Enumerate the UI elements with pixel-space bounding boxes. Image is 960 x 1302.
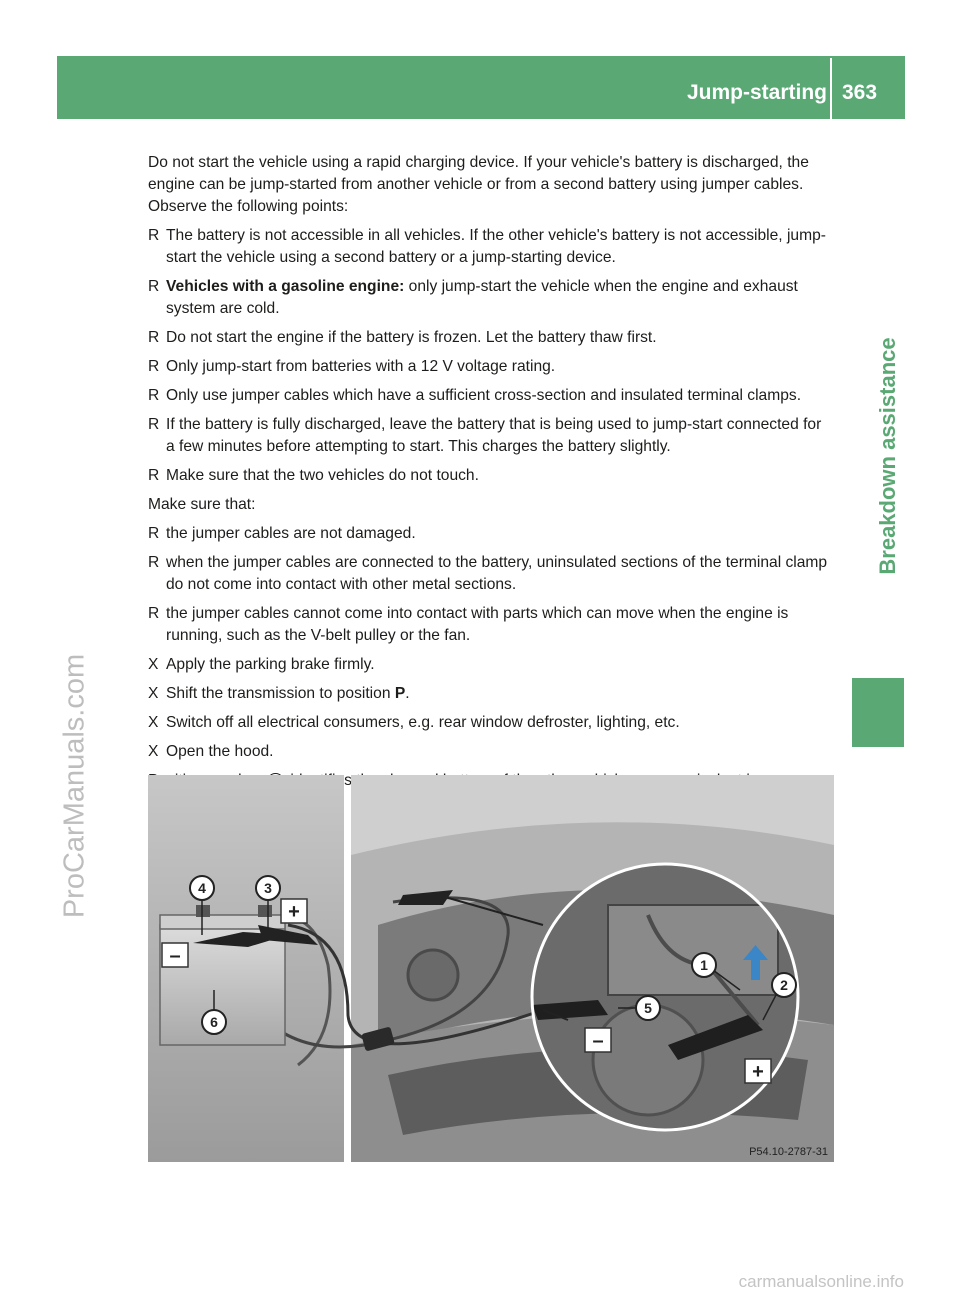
bullet-icon: R <box>148 227 160 244</box>
negative-terminal <box>196 905 210 917</box>
svg-text:–: – <box>169 945 181 967</box>
list-item: R Do not start the engine if the battery is frozen. Let the battery thaw first. <box>148 327 834 349</box>
list-item: R Only jump-start from batteries with a 12 V voltage rating. <box>148 356 834 378</box>
svg-text:6: 6 <box>210 1014 218 1030</box>
bullet-icon: R <box>148 329 160 346</box>
body-text <box>148 152 834 821</box>
step-arrow-icon: X <box>148 714 159 731</box>
svg-text:3: 3 <box>264 880 272 896</box>
bullet-icon: R <box>148 358 160 375</box>
page-number: 363 <box>842 81 878 104</box>
step-arrow-icon: X <box>148 743 159 760</box>
svg-text:–: – <box>592 1030 604 1052</box>
bullet-icon: R <box>148 525 160 542</box>
list-item: R the jumper cables are not damaged. <box>148 523 834 545</box>
bullet-icon: R <box>148 467 160 484</box>
strut-tower <box>593 1005 703 1115</box>
svg-text:+: + <box>288 901 300 923</box>
list-item: R when the jumper cables are connected to the battery, uninsulated sections of the terminal clamp do not come into contact with other metal sections. <box>148 554 828 593</box>
svg-text:5: 5 <box>644 1000 652 1016</box>
list-item: R Vehicles with a gasoline engine: only jump-start the vehicle when the engine and exhaust system are cold. <box>148 278 798 317</box>
list-item: R the jumper cables cannot come into contact with parts which can move when the engine is running, such as the V-belt pulley or the fan. <box>148 605 789 644</box>
step-arrow-icon: X <box>148 685 159 702</box>
svg-text:+: + <box>752 1061 764 1083</box>
header-divider <box>830 58 832 119</box>
svg-text:4: 4 <box>198 880 206 896</box>
instruction-step: X Switch off all electrical consumers, e.g. rear window defroster, lighting, etc. <box>148 712 834 734</box>
svg-text:2: 2 <box>780 977 788 993</box>
chapter-tab-marker <box>852 678 904 747</box>
jump-start-illustration <box>148 775 834 1162</box>
chapter-tab-label: Breakdown assistance <box>875 337 900 575</box>
section-title: Jump-starting <box>686 81 827 104</box>
intro-paragraph: Do not start the vehicle using a rapid charging device. If your vehicle's battery is discharged, the engine can be jump-started from another vehicle or from a second battery using jumper cables. Observe the following points: <box>148 154 809 215</box>
bullet-icon: R <box>148 387 160 404</box>
bullet-icon: R <box>148 605 160 622</box>
list-item: R If the battery is fully discharged, leave the battery that is being used to jump-start connected for a few minutes before attempting to start. This charges the battery slightly. <box>148 416 822 455</box>
svg-text:1: 1 <box>700 957 708 973</box>
bullet-icon: R <box>148 554 160 571</box>
engine-cap <box>408 950 458 1000</box>
positive-terminal <box>258 905 272 917</box>
list-item: R The battery is not accessible in all vehicles. If the other vehicle's battery is not accessible, jump-start the vehicle using a second battery or a jump-starting device. <box>148 227 826 266</box>
figure-code: P54.10-2787-31 <box>749 1146 828 1158</box>
bottom-watermark: carmanualsonline.info <box>738 1272 904 1291</box>
make-sure-label: Make sure that: <box>148 496 256 513</box>
bullet-icon: R <box>148 278 160 295</box>
side-watermark: ProCarManuals.com <box>58 653 91 919</box>
list-item: R Make sure that the two vehicles do not touch. <box>148 465 834 487</box>
instruction-step: X Apply the parking brake firmly. <box>148 654 834 676</box>
bullet-icon: R <box>148 416 160 433</box>
instruction-step: X Shift the transmission to position P. <box>148 683 834 705</box>
step-arrow-icon: X <box>148 656 159 673</box>
instruction-step: X Open the hood. <box>148 741 834 763</box>
list-item: R Only use jumper cables which have a sufficient cross-section and insulated terminal clamps. <box>148 385 834 407</box>
